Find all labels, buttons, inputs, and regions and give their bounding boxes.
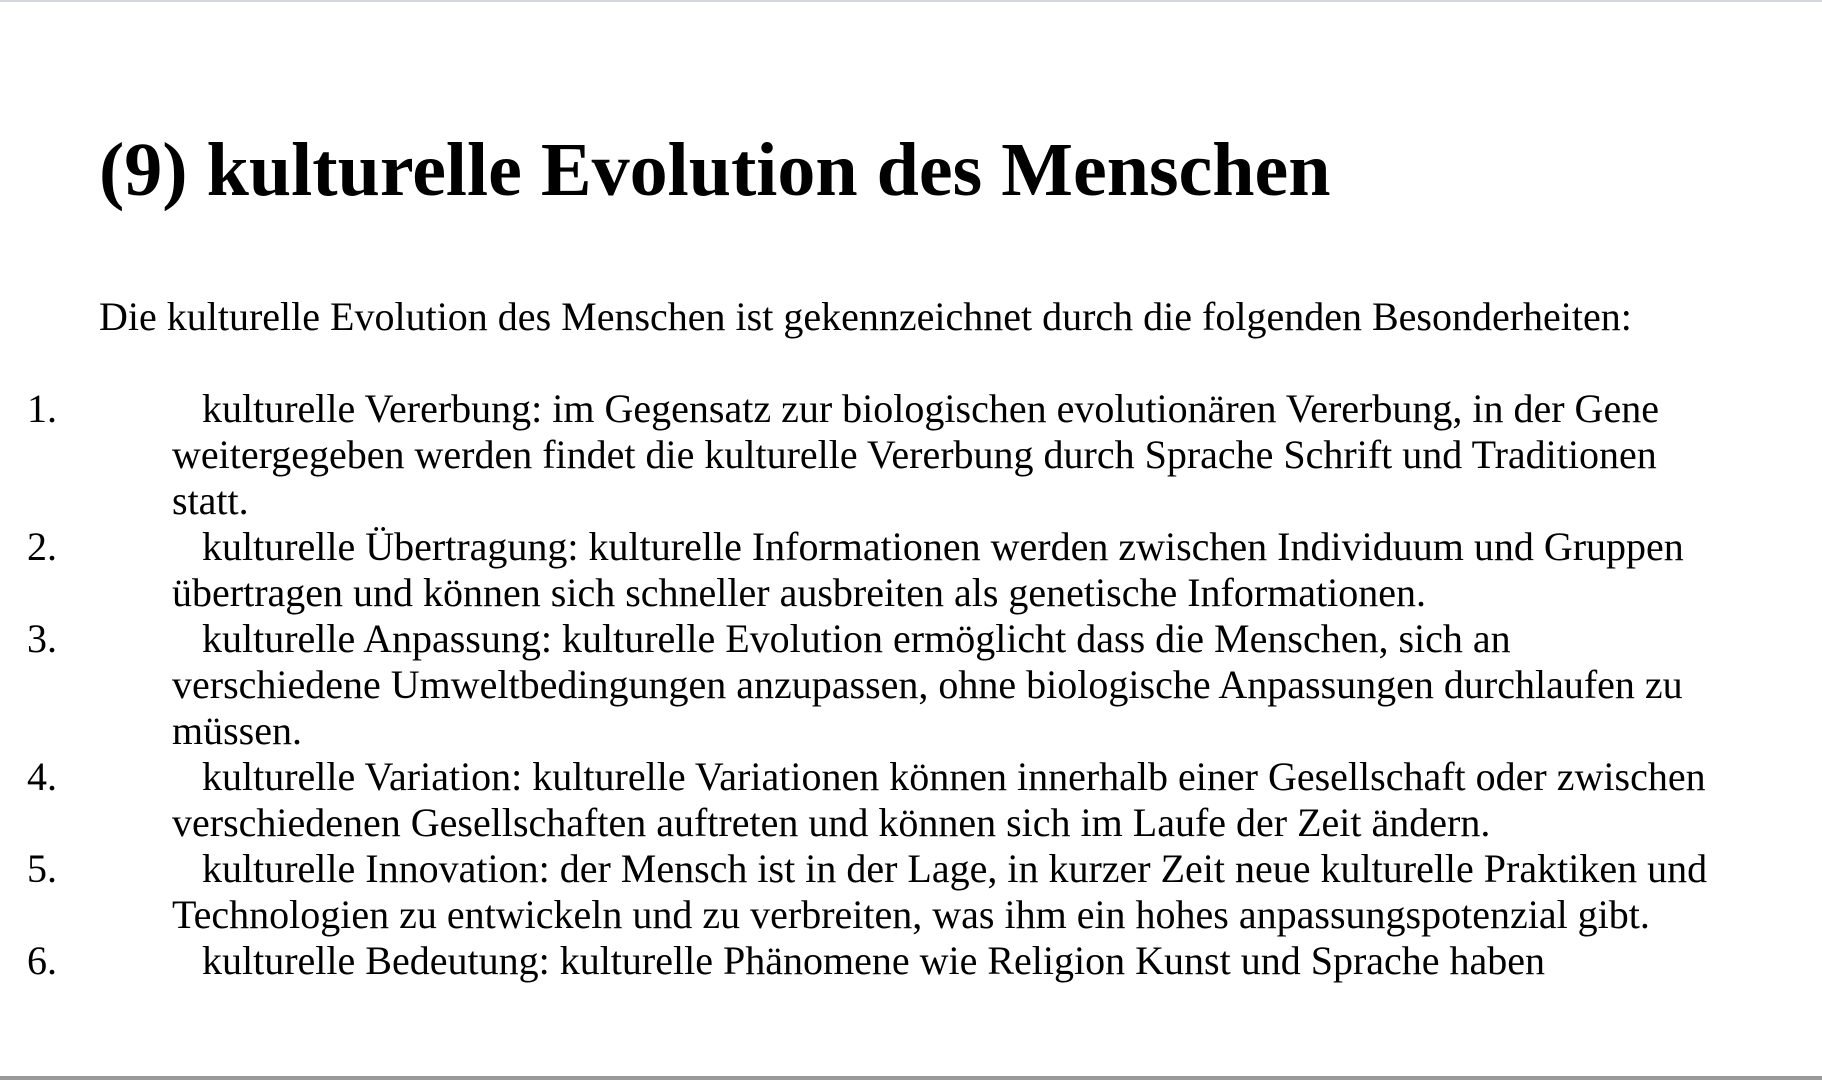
list-item-text: kulturelle Variation: kulturelle Variationen können innerhalb einer Gesellschaft oder zwischen verschiedenen Gesellschaften auftreten und können sich im Laufe der Zeit ändern. [172,754,1706,845]
list-item [0,754,1822,846]
list-item-text: kulturelle Vererbung: im Gegensatz zur biologischen evolutionären Vererbung, in der Gene weitergegeben werden findet die kulturelle Vererbung durch Sprache Schrift und Traditionen statt. [172,386,1659,523]
list-item-text: kulturelle Übertragung: kulturelle Informationen werden zwischen Individuum und Gruppen übertragen und können sich schneller ausbreiten als genetische Informationen. [172,524,1684,615]
document-title: (9) kulturelle Evolution des Menschen [99,128,1331,212]
intro-paragraph: Die kulturelle Evolution des Menschen ist gekennzeichnet durch die folgenden Besonderheiten: [99,294,1632,339]
list-item-number: 4. [27,754,57,799]
page-bottom-edge [0,1076,1822,1080]
list-item [0,616,1822,754]
list-item-number: 5. [27,846,57,891]
list-item-number: 3. [27,616,57,661]
list-item-number: 6. [27,938,57,983]
list-item [0,386,1822,524]
list-item-text: kulturelle Innovation: der Mensch ist in der Lage, in kurzer Zeit neue kulturelle Praktiken und Technologien zu entwickeln und zu verbreiten, was ihm ein hohes anpassungspotenzial gibt. [172,846,1708,937]
feature-list [0,386,1822,984]
list-item [0,524,1822,616]
list-item-text: kulturelle Anpassung: kulturelle Evolution ermöglicht dass die Menschen, sich an verschiedene Umweltbedingungen anzupassen, ohne biologische Anpassungen durchlaufen zu müssen. [172,616,1683,753]
list-item-number: 1. [27,386,57,431]
list-item-text: kulturelle Bedeutung: kulturelle Phänomene wie Religion Kunst und Sprache haben [202,938,1546,983]
list-item [0,938,1822,984]
list-item-number: 2. [27,524,57,569]
list-item [0,846,1822,938]
